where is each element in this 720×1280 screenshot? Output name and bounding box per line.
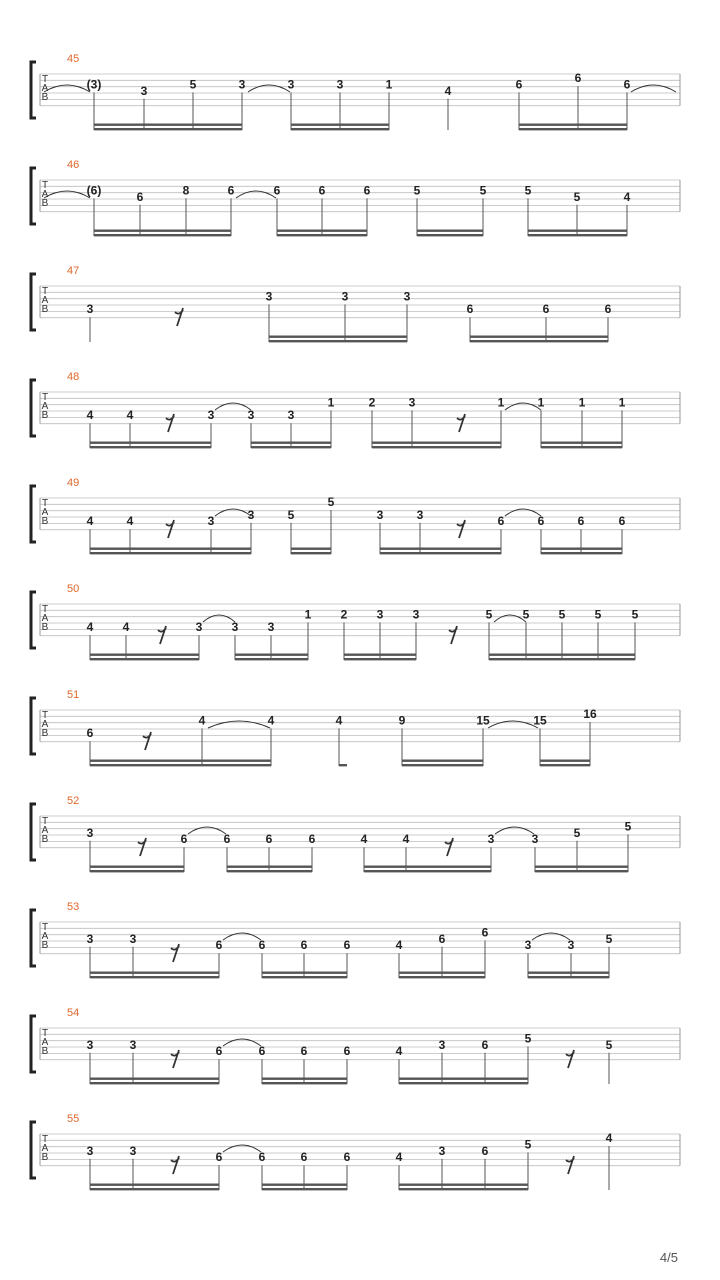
beam <box>380 552 501 554</box>
beam <box>90 764 271 766</box>
beam <box>372 446 501 448</box>
fret-number: 5 <box>605 1037 613 1052</box>
fret-number: 6 <box>618 514 626 529</box>
tie-arc <box>494 615 526 622</box>
fret-number: 3 <box>207 408 215 423</box>
tab-clef-a: A <box>41 1037 49 1048</box>
fret-number: 4 <box>86 514 94 529</box>
beam-secondary <box>90 442 211 444</box>
measure-number: 52 <box>67 795 80 807</box>
fret-number: 6 <box>215 1044 223 1059</box>
beam <box>262 1082 347 1084</box>
fret-number: 6 <box>180 832 188 847</box>
fret-number: 4 <box>402 832 410 847</box>
fret-number: 4 <box>395 1150 403 1165</box>
fret-number: 6 <box>438 931 446 946</box>
tab-clef-t: T <box>41 604 49 615</box>
fret-number: 5 <box>594 607 602 622</box>
measure-number: 51 <box>67 689 80 701</box>
tab-clef-t: T <box>41 922 49 933</box>
beam-secondary <box>94 124 242 126</box>
beam-secondary <box>90 760 271 762</box>
beam-secondary <box>262 1184 347 1186</box>
beam-secondary <box>380 548 501 550</box>
fret-number: 4 <box>122 620 130 635</box>
tab-clef-b: B <box>41 516 49 527</box>
fret-number: 5 <box>524 1031 532 1046</box>
beam-secondary <box>528 972 609 974</box>
beam <box>90 658 199 660</box>
fret-number: 5 <box>624 819 632 834</box>
fret-number: 3 <box>195 620 203 635</box>
beam <box>90 552 251 554</box>
beam-secondary <box>94 230 231 232</box>
fret-number: 6 <box>318 183 326 198</box>
rest-symbol <box>138 838 146 856</box>
system-bracket <box>31 1122 36 1178</box>
beam <box>540 764 590 766</box>
fret-number: (3) <box>86 77 102 92</box>
beam <box>291 128 389 130</box>
rest-symbol <box>175 308 183 326</box>
fret-number: 6 <box>542 302 550 317</box>
rest-symbol <box>166 414 174 432</box>
tie-arc <box>532 933 570 940</box>
fret-number: 6 <box>481 1037 489 1052</box>
tab-clef-t: T <box>41 180 49 191</box>
beam <box>528 976 609 978</box>
fret-number: 5 <box>327 495 335 509</box>
beam-secondary <box>528 230 627 232</box>
tie-arc <box>236 191 276 198</box>
fret-number: 3 <box>376 507 384 522</box>
system-45 <box>31 53 680 130</box>
beam <box>344 658 416 660</box>
beam <box>235 658 308 660</box>
tab-clef-a: A <box>41 507 49 518</box>
fret-number: 6 <box>223 832 231 847</box>
measure-number: 46 <box>67 159 80 171</box>
tab-clef-a: A <box>41 719 49 730</box>
tie-arc <box>188 827 226 834</box>
system-bracket <box>31 168 36 224</box>
system-bracket <box>31 804 36 860</box>
fret-number: 5 <box>413 183 421 198</box>
fret-number: 4 <box>198 713 206 728</box>
fret-number: 5 <box>631 607 639 622</box>
beam-secondary <box>489 654 635 656</box>
beam <box>399 976 485 978</box>
tab-clef-b: B <box>41 92 49 103</box>
system-bracket <box>31 62 36 118</box>
tie-arc <box>215 509 251 516</box>
measure-number: 55 <box>67 1113 80 1125</box>
fret-number: 5 <box>524 1137 532 1152</box>
fret-number: 15 <box>476 713 490 728</box>
fret-number: 3 <box>412 607 420 622</box>
fret-number: 4 <box>395 938 403 953</box>
fret-number: 3 <box>86 825 94 840</box>
beam-secondary <box>262 972 347 974</box>
tab-clef-b: B <box>41 304 49 315</box>
beam <box>269 340 407 342</box>
system-55 <box>31 1113 680 1190</box>
system-53 <box>31 901 680 978</box>
fret-number: 6 <box>215 1150 223 1165</box>
beam-secondary <box>90 1184 219 1186</box>
fret-number: 1 <box>304 607 312 622</box>
tab-clef-b: B <box>41 834 49 845</box>
fret-number: 5 <box>573 189 581 204</box>
fret-number: 3 <box>231 620 239 635</box>
system-bracket <box>31 910 36 966</box>
fret-number: 1 <box>385 77 393 92</box>
fret-number: 6 <box>86 726 94 741</box>
tie-arc <box>41 189 90 200</box>
beam-secondary <box>344 654 416 656</box>
fret-number: 6 <box>300 1150 308 1165</box>
rest-symbol <box>171 1156 179 1174</box>
system-bracket <box>31 486 36 542</box>
fret-number: 6 <box>604 302 612 317</box>
tab-clef-b: B <box>41 1046 49 1057</box>
measure-number: 53 <box>67 901 80 913</box>
tie-arc <box>41 83 90 94</box>
beam-secondary <box>535 866 628 868</box>
tab-clef-a: A <box>41 83 49 94</box>
system-48 <box>31 371 680 448</box>
fret-number: 3 <box>487 832 495 847</box>
fret-number: 6 <box>258 938 266 953</box>
beam <box>90 1188 219 1190</box>
tie-arc <box>505 509 541 516</box>
tie-arc <box>203 615 235 622</box>
rest-symbol <box>143 732 151 750</box>
fret-number: 5 <box>558 607 566 622</box>
fret-number: 6 <box>466 302 474 317</box>
beam-secondary <box>399 1078 528 1080</box>
page-number: 4/5 <box>659 1250 678 1265</box>
beam <box>262 1188 347 1190</box>
fret-number: 5 <box>522 607 530 622</box>
tab-clef-b: B <box>41 940 49 951</box>
tab-clef-a: A <box>41 401 49 412</box>
beam <box>470 340 608 342</box>
fret-number: 3 <box>567 938 575 953</box>
fret-number: 3 <box>524 938 532 953</box>
beam <box>277 234 367 236</box>
fret-number: 9 <box>398 713 406 728</box>
fret-number: 6 <box>215 938 223 953</box>
rest-symbol <box>457 520 465 538</box>
tab-clef-t: T <box>41 1028 49 1039</box>
fret-number: 1 <box>578 395 586 410</box>
system-bracket <box>31 698 36 754</box>
tie-arc <box>223 1039 261 1046</box>
beam-secondary <box>262 1078 347 1080</box>
fret-number: 5 <box>573 825 581 840</box>
fret-number: 6 <box>497 514 505 529</box>
fret-number: 3 <box>403 289 411 304</box>
beam <box>94 128 242 130</box>
beam <box>541 552 622 554</box>
beam-secondary <box>251 442 331 444</box>
beam-secondary <box>541 548 622 550</box>
tab-clef-a: A <box>41 613 49 624</box>
rest-symbol <box>449 626 457 644</box>
tab-clef-a: A <box>41 825 49 836</box>
system-51 <box>31 689 680 766</box>
fret-number: 5 <box>189 77 197 92</box>
tie-arc <box>631 85 676 92</box>
fret-number: 3 <box>416 507 424 522</box>
fret-number: 3 <box>408 395 416 410</box>
fret-number: 3 <box>86 931 94 946</box>
beam <box>90 446 211 448</box>
tie-arc <box>223 933 261 940</box>
beam-secondary <box>90 1078 219 1080</box>
fret-number: 2 <box>340 607 348 622</box>
beam <box>541 446 622 448</box>
measure-number: 45 <box>67 53 80 65</box>
fret-number: 3 <box>438 1143 446 1158</box>
fret-number: 3 <box>86 1037 94 1052</box>
beam <box>399 1082 528 1084</box>
fret-number: 6 <box>273 183 281 198</box>
tab-clef-t: T <box>41 392 49 403</box>
beam <box>535 870 628 872</box>
fret-number: 3 <box>129 931 137 946</box>
system-54 <box>31 1007 680 1084</box>
fret-number: 2 <box>368 395 376 410</box>
measure-number: 49 <box>67 477 80 489</box>
fret-number: 1 <box>537 395 545 410</box>
beam-secondary <box>235 654 308 656</box>
beam-secondary <box>291 548 331 550</box>
fret-number: 6 <box>227 183 235 198</box>
fret-number: 16 <box>583 707 597 721</box>
beam-secondary <box>372 442 501 444</box>
beam-secondary <box>90 866 184 868</box>
beam <box>90 870 184 872</box>
fret-number: 3 <box>267 620 275 635</box>
measure-number: 50 <box>67 583 80 595</box>
tab-clef-t: T <box>41 816 49 827</box>
fret-number: 6 <box>300 1044 308 1059</box>
fret-number: 6 <box>308 832 316 847</box>
tab-clef-a: A <box>41 931 49 942</box>
fret-number: 3 <box>438 1037 446 1052</box>
measure-number: 54 <box>67 1007 80 1019</box>
fret-number: 3 <box>129 1037 137 1052</box>
beam <box>519 128 627 130</box>
beam <box>489 658 635 660</box>
tie-arc <box>505 403 541 410</box>
beam-secondary <box>364 866 491 868</box>
tab-clef-t: T <box>41 1134 49 1145</box>
system-bracket <box>31 592 36 648</box>
tie-arc <box>208 721 270 728</box>
fret-number: (6) <box>86 183 102 198</box>
beam <box>528 234 627 236</box>
system-bracket <box>31 1016 36 1072</box>
beam-secondary <box>90 548 251 550</box>
fret-number: 3 <box>86 302 94 317</box>
tab-clef-b: B <box>41 410 49 421</box>
beam-secondary <box>399 972 485 974</box>
beam-secondary <box>269 336 407 338</box>
beam <box>364 870 491 872</box>
system-bracket <box>31 380 36 436</box>
beam-secondary <box>540 760 590 762</box>
fret-number: 3 <box>86 1143 94 1158</box>
tie-arc <box>495 827 534 834</box>
fret-number: 4 <box>623 189 631 204</box>
rest-symbol <box>166 520 174 538</box>
fret-number: 6 <box>515 77 523 92</box>
beam <box>291 552 331 554</box>
fret-number: 3 <box>238 77 246 92</box>
system-46 <box>31 159 680 236</box>
fret-number: 15 <box>533 713 547 728</box>
beam-secondary <box>277 230 367 232</box>
fret-number: 6 <box>300 938 308 953</box>
tab-clef-b: B <box>41 728 49 739</box>
fret-number: 4 <box>86 408 94 423</box>
rest-symbol <box>171 1050 179 1068</box>
fret-number: 5 <box>605 931 613 946</box>
rest-symbol <box>158 626 166 644</box>
beam <box>90 976 219 978</box>
beam-secondary <box>399 1184 528 1186</box>
fret-number: 3 <box>247 507 255 522</box>
beam <box>417 234 483 236</box>
rest-symbol <box>566 1156 574 1174</box>
fret-number: 3 <box>376 607 384 622</box>
rest-symbol <box>457 414 465 432</box>
tab-clef-a: A <box>41 189 49 200</box>
fret-number: 6 <box>363 183 371 198</box>
fret-number: 1 <box>327 395 335 410</box>
system-49 <box>31 477 680 554</box>
fret-number: 6 <box>343 1044 351 1059</box>
fret-number: 8 <box>182 183 190 198</box>
fret-number: 6 <box>577 514 585 529</box>
fret-number: 3 <box>129 1143 137 1158</box>
beam <box>402 764 483 766</box>
tab-clef-t: T <box>41 74 49 85</box>
tab-clef-t: T <box>41 286 49 297</box>
tie-arc <box>248 85 290 92</box>
fret-number: 6 <box>343 938 351 953</box>
system-50 <box>31 583 680 660</box>
fret-number: 3 <box>207 514 215 529</box>
fret-number: 6 <box>537 514 545 529</box>
beam-secondary <box>90 654 199 656</box>
fret-number: 4 <box>395 1044 403 1059</box>
fret-number: 6 <box>481 925 489 940</box>
fret-number: 5 <box>524 183 532 198</box>
fret-number: 4 <box>335 713 343 728</box>
fret-number: 4 <box>86 620 94 635</box>
fret-number: 6 <box>574 71 582 85</box>
fret-number: 1 <box>618 395 626 410</box>
beam-secondary <box>470 336 608 338</box>
fret-number: 3 <box>341 289 349 304</box>
fret-number: 5 <box>485 607 493 622</box>
fret-number: 1 <box>497 395 505 410</box>
fret-number: 6 <box>258 1044 266 1059</box>
measure-number: 47 <box>67 265 80 277</box>
fret-number: 4 <box>126 514 134 529</box>
beam <box>399 1188 528 1190</box>
fret-number: 3 <box>140 83 148 98</box>
beam <box>262 976 347 978</box>
rest-symbol <box>171 944 179 962</box>
fret-number: 6 <box>258 1150 266 1165</box>
fret-number: 4 <box>267 713 275 728</box>
tab-clef-a: A <box>41 1143 49 1154</box>
tie-arc <box>488 721 538 728</box>
fret-number: 3 <box>287 408 295 423</box>
system-bracket <box>31 274 36 330</box>
measure-number: 48 <box>67 371 80 383</box>
rest-symbol <box>566 1050 574 1068</box>
tab-clef-t: T <box>41 710 49 721</box>
beam-secondary <box>291 124 389 126</box>
tab-clef-b: B <box>41 198 49 209</box>
beam-secondary <box>519 124 627 126</box>
system-47 <box>31 265 680 342</box>
fret-number: 6 <box>265 832 273 847</box>
fret-number: 6 <box>136 189 144 204</box>
beam <box>251 446 331 448</box>
fret-number: 4 <box>360 832 368 847</box>
beam <box>94 234 231 236</box>
tie-arc <box>223 1145 261 1152</box>
fret-number: 3 <box>336 77 344 92</box>
tab-clef-b: B <box>41 1152 49 1163</box>
beam <box>227 870 312 872</box>
fret-number: 4 <box>605 1131 613 1145</box>
fret-number: 3 <box>531 832 539 847</box>
fret-number: 6 <box>343 1150 351 1165</box>
fret-number: 5 <box>287 507 295 522</box>
fret-number: 4 <box>126 408 134 423</box>
fret-number: 3 <box>247 408 255 423</box>
fret-number: 3 <box>287 77 295 92</box>
tie-arc <box>215 403 251 410</box>
tab-clef-t: T <box>41 498 49 509</box>
fret-number: 6 <box>481 1143 489 1158</box>
beam-secondary <box>402 760 483 762</box>
tab-clef-a: A <box>41 295 49 306</box>
beam-secondary <box>541 442 622 444</box>
tab-clef-b: B <box>41 622 49 633</box>
beam-secondary <box>227 866 312 868</box>
beam-secondary <box>417 230 483 232</box>
fret-number: 6 <box>623 77 631 92</box>
beam-secondary <box>90 972 219 974</box>
beam <box>90 1082 219 1084</box>
fret-number: 3 <box>265 289 273 304</box>
rest-symbol <box>445 838 453 856</box>
fret-number: 4 <box>444 83 452 98</box>
fret-number: 5 <box>479 183 487 198</box>
beam-stub <box>339 764 347 766</box>
system-52 <box>31 795 680 872</box>
